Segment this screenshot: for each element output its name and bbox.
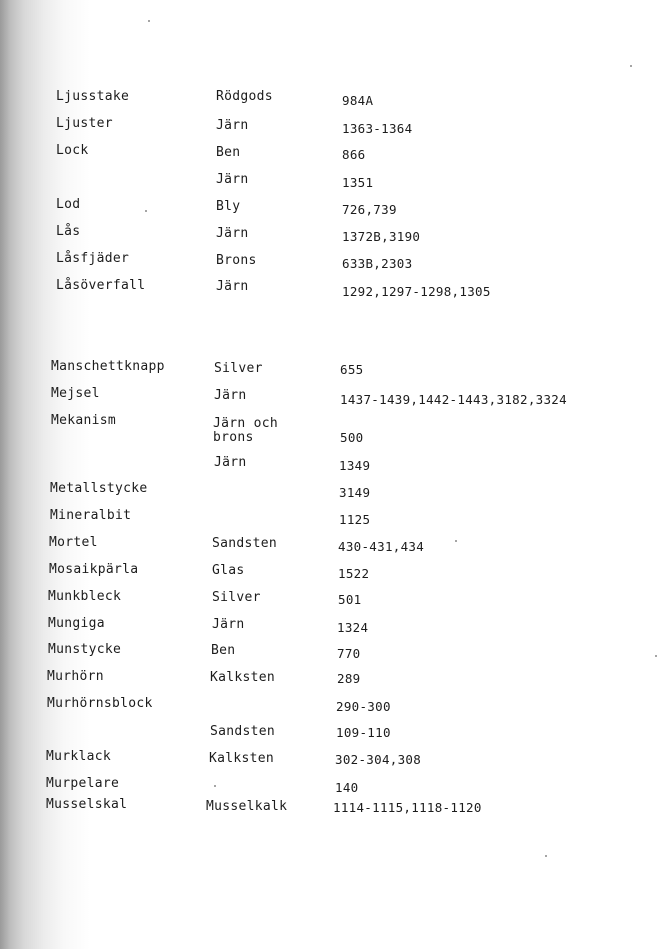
catalogue-numbers: 726,739 xyxy=(342,202,397,217)
table-row xyxy=(0,198,672,220)
table-row xyxy=(0,643,672,665)
catalogue-numbers: 430-431,434 xyxy=(338,539,425,554)
table-row xyxy=(0,360,672,382)
table-row xyxy=(0,617,672,639)
catalogue-numbers: 984A xyxy=(342,93,374,108)
catalogue-numbers: 1324 xyxy=(337,620,369,635)
material: Järn xyxy=(214,388,247,403)
catalogue-numbers: 1522 xyxy=(338,566,370,581)
object-name: Murpelare xyxy=(46,776,120,791)
table-row xyxy=(0,455,672,477)
table-row xyxy=(0,172,672,194)
object-name: Metallstycke xyxy=(50,481,148,496)
table-row xyxy=(0,414,672,454)
object-name: Mineralbit xyxy=(50,508,132,523)
catalogue-numbers: 1437-1439,1442-1443,3182,3324 xyxy=(340,392,567,407)
table-row xyxy=(0,252,672,274)
catalogue-numbers: 770 xyxy=(337,646,361,661)
object-name: Ljuster xyxy=(56,116,113,131)
material: Kalksten xyxy=(210,670,276,685)
table-row xyxy=(0,777,672,799)
object-name: Låsfjäder xyxy=(56,251,130,266)
material: Järn xyxy=(216,118,249,133)
catalogue-numbers: 109-110 xyxy=(336,725,391,740)
object-name: Mungiga xyxy=(48,616,105,631)
table-row xyxy=(0,536,672,558)
object-name: Lås xyxy=(56,224,81,239)
object-name: Lock xyxy=(56,143,89,158)
material: Rödgods xyxy=(216,89,273,104)
object-name: Låsöverfall xyxy=(56,278,146,293)
table-row xyxy=(0,509,672,531)
material: Järn och brons xyxy=(213,416,279,445)
object-name: Mortel xyxy=(49,535,98,550)
table-row xyxy=(0,670,672,692)
catalogue-numbers: 1363-1364 xyxy=(342,121,413,136)
catalogue-numbers: 1351 xyxy=(342,175,374,190)
catalogue-numbers: 1125 xyxy=(339,512,371,527)
material: Järn xyxy=(216,172,249,187)
object-name: Murhörnsblock xyxy=(47,696,153,711)
table-row xyxy=(0,750,672,772)
object-name: Manschettknapp xyxy=(51,359,165,374)
material: Brons xyxy=(216,253,257,268)
object-name: Musselskal xyxy=(46,797,128,812)
catalogue-numbers: 140 xyxy=(335,780,359,795)
table-row xyxy=(0,590,672,612)
catalogue-numbers: 866 xyxy=(342,147,366,162)
paper-speck xyxy=(455,540,457,542)
object-name: Lod xyxy=(56,197,81,212)
object-name: Munkbleck xyxy=(48,589,122,604)
catalogue-numbers: 3149 xyxy=(339,485,371,500)
catalogue-numbers: 1114-1115,1118-1120 xyxy=(333,800,482,815)
paper-speck xyxy=(145,210,147,212)
object-name: Murklack xyxy=(46,749,112,764)
material: Kalksten xyxy=(209,751,275,766)
material: Sandsten xyxy=(212,536,278,551)
catalogue-numbers: 655 xyxy=(340,362,364,377)
object-name: Mejsel xyxy=(51,386,100,401)
catalogue-numbers: 290-300 xyxy=(336,699,391,714)
material: Musselkalk xyxy=(206,799,288,814)
table-row xyxy=(0,724,672,746)
paper-speck xyxy=(545,855,547,857)
table-row xyxy=(0,225,672,247)
table-row xyxy=(0,279,672,301)
table-row xyxy=(0,117,672,139)
paper-speck xyxy=(214,785,216,787)
material: Järn xyxy=(216,226,249,241)
catalogue-numbers: 500 xyxy=(340,430,364,445)
catalogue-numbers: 1292,1297-1298,1305 xyxy=(342,284,491,299)
material: Ben xyxy=(211,643,236,658)
object-name: Munstycke xyxy=(48,642,122,657)
table-row xyxy=(0,482,672,504)
catalogue-numbers: 501 xyxy=(338,592,362,607)
material: Ben xyxy=(216,145,241,160)
paper-speck xyxy=(148,20,150,22)
table-row xyxy=(0,697,672,719)
table-row xyxy=(0,144,672,166)
table-row xyxy=(0,90,672,112)
material: Järn xyxy=(214,455,247,470)
catalogue-numbers: 1349 xyxy=(339,458,371,473)
catalogue-numbers: 633B,2303 xyxy=(342,256,413,271)
material: Silver xyxy=(212,590,261,605)
paper-speck xyxy=(630,65,632,67)
material: Silver xyxy=(214,361,263,376)
object-name: Murhörn xyxy=(47,669,104,684)
material: Glas xyxy=(212,563,245,578)
paper-speck xyxy=(655,655,657,657)
catalogue-numbers: 302-304,308 xyxy=(335,752,422,767)
material: Sandsten xyxy=(210,724,276,739)
object-name: Mosaikpärla xyxy=(49,562,139,577)
table-row xyxy=(0,798,672,820)
material: Järn xyxy=(216,279,249,294)
table-row xyxy=(0,563,672,585)
object-name: Mekanism xyxy=(51,413,117,428)
catalogue-numbers: 1372B,3190 xyxy=(342,229,421,244)
material: Bly xyxy=(216,199,241,214)
object-name: Ljusstake xyxy=(56,89,130,104)
catalogue-numbers: 289 xyxy=(337,671,361,686)
material: Järn xyxy=(212,617,245,632)
table-row xyxy=(0,387,672,409)
